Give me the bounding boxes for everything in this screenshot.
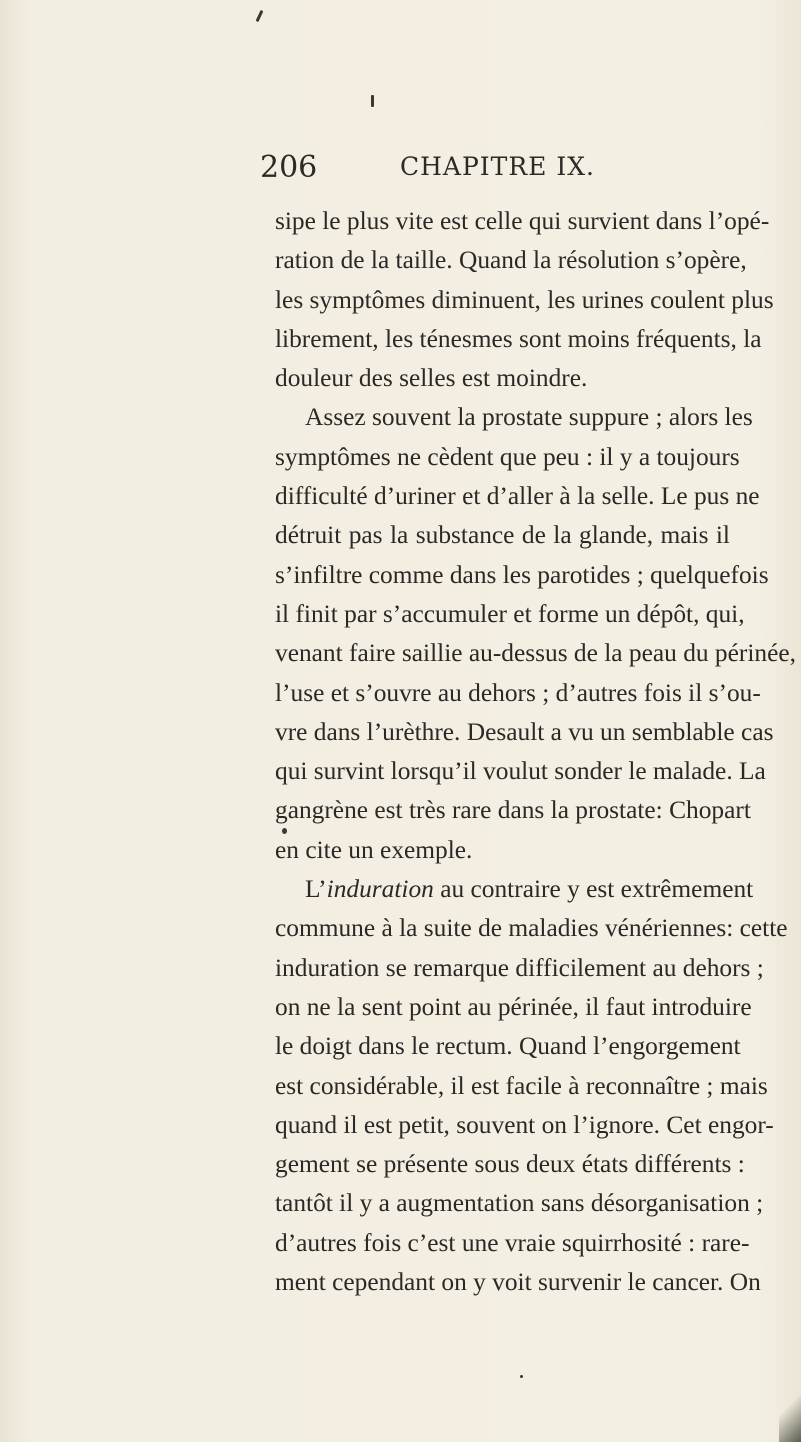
italic-term: induration (326, 875, 434, 904)
text-line: gement se présente sous deux états différents : (275, 1150, 745, 1179)
text-line: ment cependant on y voit survenir le cancer. On (275, 1268, 761, 1297)
text-line: difficulté d’uriner et d’aller à la selle. Le pus ne (275, 482, 760, 511)
page-number: 206 (260, 150, 318, 185)
running-head: CHAPITRE IX. (400, 152, 595, 181)
text-line: douleur des selles est moindre. (275, 364, 588, 393)
page-edge-shadow (779, 1382, 801, 1442)
text-line: librement, les ténesmes sont moins fréquents, la (275, 324, 762, 353)
text-line: tantôt il y a augmentation sans désorganisation ; (275, 1189, 764, 1218)
text-line: induration se remarque difficilement au dehors ; (275, 953, 764, 982)
text-line: d’autres fois c’est une vraie squirrhosité : rare- (275, 1228, 750, 1257)
text-line: symptômes ne cèdent que peu : il y a toujours (275, 442, 740, 471)
body-text (275, 202, 796, 1302)
text-line: l’use et s’ouvre au dehors ; d’autres fois il s’ou- (275, 678, 761, 707)
text-line: venant faire saillie au-dessus de la peau du périnée, (275, 639, 796, 668)
line-rest: au contraire y est extrêmement (433, 875, 754, 904)
text-line: s’infiltre comme dans les parotides ; quelquefois (275, 560, 769, 589)
text-line: ration de la taille. Quand la résolution s’opère, (275, 246, 747, 275)
text-line: vre dans l’urèthre. Desault a vu un semblable cas (275, 717, 774, 746)
line-prefix: L’ (305, 875, 327, 904)
text-line: détruit pas la substance de la glande, mais il (275, 521, 730, 550)
text-line: gangrène est très rare dans la prostate: Chopart (275, 796, 751, 825)
text-line: quand il est petit, souvent on l’ignore. Cet engor- (275, 1110, 774, 1139)
text-line: Assez souvent la prostate suppure ; alors les (305, 403, 753, 432)
paper-speck (520, 1375, 523, 1378)
text-line: en cite un exemple. (275, 835, 473, 864)
text-line: sipe le plus vite est celle qui survient dans l’opé- (275, 207, 770, 235)
text-line: est considérable, il est facile à reconnaître ; mais (275, 1071, 768, 1100)
paper-speck (282, 828, 287, 834)
paper-speck (256, 10, 264, 22)
text-line: qui survint lorsqu’il voulut sonder le malade. La (275, 757, 766, 786)
text-line: commune à la suite de maladies vénériennes: cette (275, 914, 788, 943)
text-line: les symptômes diminuent, les urines coulent plus (275, 285, 774, 314)
text-line: on ne la sent point au périnée, il faut introduire (275, 992, 752, 1021)
paper-speck (371, 95, 374, 107)
text-line (275, 870, 754, 909)
text-line: il finit par s’accumuler et forme un dépôt, qui, (275, 599, 745, 628)
text-line: le doigt dans le rectum. Quand l’engorgement (275, 1032, 741, 1061)
